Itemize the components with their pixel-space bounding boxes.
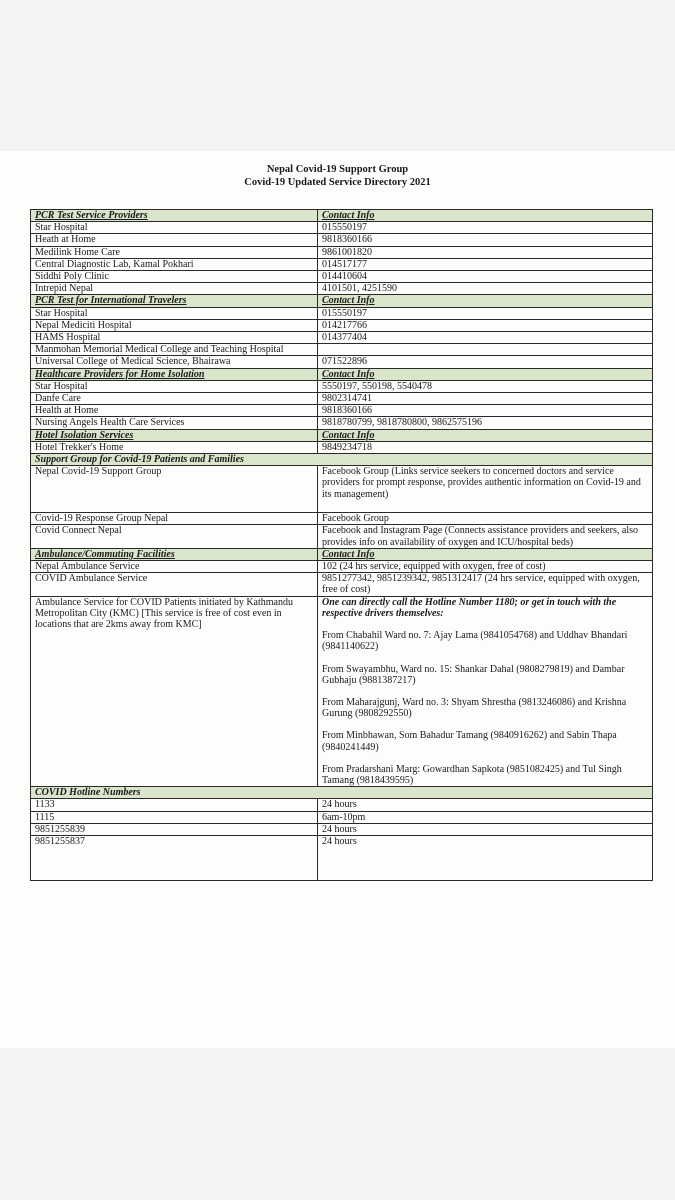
table-row bbox=[31, 308, 652, 320]
driver-contact: From Chabahil Ward no. 7: Ajay Lama (9841054768) and Uddhav Bhandari (9841140622) bbox=[322, 630, 628, 653]
section-header-hotline bbox=[31, 787, 652, 799]
service-directory-table bbox=[30, 209, 653, 881]
contact-info: 014377404 bbox=[322, 332, 367, 344]
table-row bbox=[31, 417, 652, 429]
table-row bbox=[31, 381, 652, 393]
provider-name: Star Hospital bbox=[31, 381, 318, 392]
contact-info: 9818360166 bbox=[322, 405, 372, 417]
hotline-number: 1115 bbox=[31, 812, 318, 823]
contact-info: 014517177 bbox=[322, 258, 367, 270]
contact-info: 015550197 bbox=[322, 307, 367, 319]
table-row bbox=[31, 320, 652, 332]
contact-info: 5550197, 550198, 5540478 bbox=[322, 380, 432, 392]
contact-heading: Contact Info bbox=[322, 210, 375, 221]
table-row bbox=[31, 283, 652, 295]
contact-info: 4101501, 4251590 bbox=[322, 283, 397, 295]
hotline-hours: 6am-10pm bbox=[322, 811, 366, 823]
section-heading: Support Group for Covid-19 Patients and Families bbox=[35, 454, 244, 466]
contact-info: 9851277342, 9851239342, 9851312417 (24 hrs service, equipped with oxygen, free of cost) bbox=[322, 573, 640, 596]
section-header-pcr bbox=[31, 210, 652, 222]
contact-info: 9818780799, 9818780800, 9862575196 bbox=[322, 417, 482, 429]
table-row bbox=[31, 561, 652, 573]
contact-info: 102 (24 hrs service, equipped with oxygen, free of cost) bbox=[322, 561, 546, 573]
provider-name: Heath at Home bbox=[31, 234, 318, 245]
table-row bbox=[31, 525, 652, 548]
table-row bbox=[31, 234, 652, 246]
hotline-number: 9851255837 bbox=[31, 836, 318, 880]
hotline-hours: 24 hours bbox=[322, 835, 357, 847]
provider-name: Manmohan Memorial Medical College and Teaching Hospital bbox=[31, 344, 318, 355]
driver-contact: From Pradarshani Marg: Gowardhan Sapkota (9851082425) and Tul Singh Tamang (9818439595) bbox=[322, 763, 622, 786]
provider-name: Nursing Angels Health Care Services bbox=[31, 417, 318, 428]
contact-info bbox=[318, 597, 652, 786]
table-row bbox=[31, 247, 652, 259]
section-heading: PCR Test for International Travelers bbox=[31, 295, 318, 306]
table-row bbox=[31, 573, 652, 596]
table-row bbox=[31, 271, 652, 283]
driver-contact: From Swayambhu, Ward no. 15: Shankar Dahal (9808279819) and Dambar Gubhaju (9881387217) bbox=[322, 663, 625, 686]
section-header-hotel-isolation bbox=[31, 430, 652, 442]
table-row bbox=[31, 356, 652, 368]
provider-name: Star Hospital bbox=[31, 222, 318, 233]
section-heading: Ambulance/Commuting Facilities bbox=[31, 549, 318, 560]
contact-heading: Contact Info bbox=[322, 429, 375, 441]
document-page bbox=[0, 151, 675, 1048]
provider-name: Danfe Care bbox=[31, 393, 318, 404]
table-row bbox=[31, 812, 652, 824]
provider-name: Hotel Trekker's Home bbox=[31, 442, 318, 453]
provider-name: HAMS Hospital bbox=[31, 332, 318, 343]
provider-name: Intrepid Nepal bbox=[31, 283, 318, 294]
contact-info: Facebook Group (Links service seekers to concerned doctors and service providers for prompt response, provides authentic information on Covid-19 and its management) bbox=[322, 466, 641, 500]
contact-heading: Contact Info bbox=[322, 295, 375, 307]
hotline-note: One can directly call the Hotline Number 1180; or get in touch with the respective drivers themselves: bbox=[322, 596, 617, 619]
table-row bbox=[31, 259, 652, 271]
provider-name: Health at Home bbox=[31, 405, 318, 416]
section-header-home-isolation bbox=[31, 369, 652, 381]
contact-info: 015550197 bbox=[322, 222, 367, 234]
section-heading: PCR Test Service Providers bbox=[31, 210, 318, 221]
section-header-ambulance bbox=[31, 549, 652, 561]
table-row bbox=[31, 824, 652, 836]
title-line-1: Nepal Covid-19 Support Group bbox=[266, 164, 409, 175]
contact-info: 014410604 bbox=[322, 271, 367, 283]
table-row bbox=[31, 799, 652, 811]
provider-name: Covid Connect Nepal bbox=[31, 525, 318, 547]
provider-name: Universal College of Medical Science, Bhairawa bbox=[31, 356, 318, 367]
provider-name: Covid-19 Response Group Nepal bbox=[31, 513, 318, 524]
driver-contact: From Minbhawan, Som Bahadur Tamang (9840916262) and Sabin Thapa (9840241449) bbox=[322, 730, 617, 753]
table-row bbox=[31, 344, 652, 356]
table-row bbox=[31, 836, 652, 880]
hotline-hours: 24 hours bbox=[322, 799, 357, 811]
table-row bbox=[31, 405, 652, 417]
table-row bbox=[31, 442, 652, 454]
table-row bbox=[31, 222, 652, 234]
contact-info: 9849234718 bbox=[322, 441, 372, 453]
table-row bbox=[31, 393, 652, 405]
hotline-number: 9851255839 bbox=[31, 824, 318, 835]
contact-info: 071522896 bbox=[322, 356, 367, 368]
contact-info: 9802314741 bbox=[322, 393, 372, 405]
section-heading: COVID Hotline Numbers bbox=[35, 787, 141, 799]
contact-info: Facebook Group bbox=[322, 513, 389, 525]
provider-name: COVID Ambulance Service bbox=[31, 573, 318, 595]
hotline-hours: 24 hours bbox=[322, 823, 357, 835]
contact-heading: Contact Info bbox=[322, 368, 375, 380]
section-header-pcr-international bbox=[31, 295, 652, 307]
provider-name: Nepal Ambulance Service bbox=[31, 561, 318, 572]
document-title bbox=[0, 163, 675, 189]
contact-info: 014217766 bbox=[322, 319, 367, 331]
provider-name: Siddhi Poly Clinic bbox=[31, 271, 318, 282]
title-line-2: Covid-19 Updated Service Directory 2021 bbox=[244, 177, 431, 188]
provider-name: Nepal Mediciti Hospital bbox=[31, 320, 318, 331]
table-row bbox=[31, 332, 652, 344]
contact-info: 9818360166 bbox=[322, 234, 372, 246]
contact-heading: Contact Info bbox=[322, 548, 375, 560]
contact-info: Facebook and Instagram Page (Connects assistance providers and seekers, also provides info on availability of oxygen and ICU/hospital beds) bbox=[322, 525, 639, 548]
hotline-number: 1133 bbox=[31, 799, 318, 810]
section-header-support-group bbox=[31, 454, 652, 466]
table-row bbox=[31, 513, 652, 525]
provider-name: Medilink Home Care bbox=[31, 247, 318, 258]
provider-name: Star Hospital bbox=[31, 308, 318, 319]
table-row-kmc-ambulance bbox=[31, 597, 652, 787]
provider-name: Ambulance Service for COVID Patients initiated by Kathmandu Metropolitan City (KMC) [This service is free of cost even in locations that are 2kms away from KMC] bbox=[31, 597, 318, 786]
contact-info: 9861001820 bbox=[322, 246, 372, 258]
section-heading: Hotel Isolation Services bbox=[31, 430, 318, 441]
provider-name: Nepal Covid-19 Support Group bbox=[31, 466, 318, 512]
driver-contact: From Maharajgunj, Ward no. 3: Shyam Shrestha (9813246086) and Krishna Gurung (9808292550) bbox=[322, 696, 627, 720]
table-row bbox=[31, 466, 652, 513]
provider-name: Central Diagnostic Lab, Kamal Pokhari bbox=[31, 259, 318, 270]
contact-info bbox=[318, 344, 652, 355]
section-heading: Healthcare Providers for Home Isolation bbox=[31, 369, 318, 380]
